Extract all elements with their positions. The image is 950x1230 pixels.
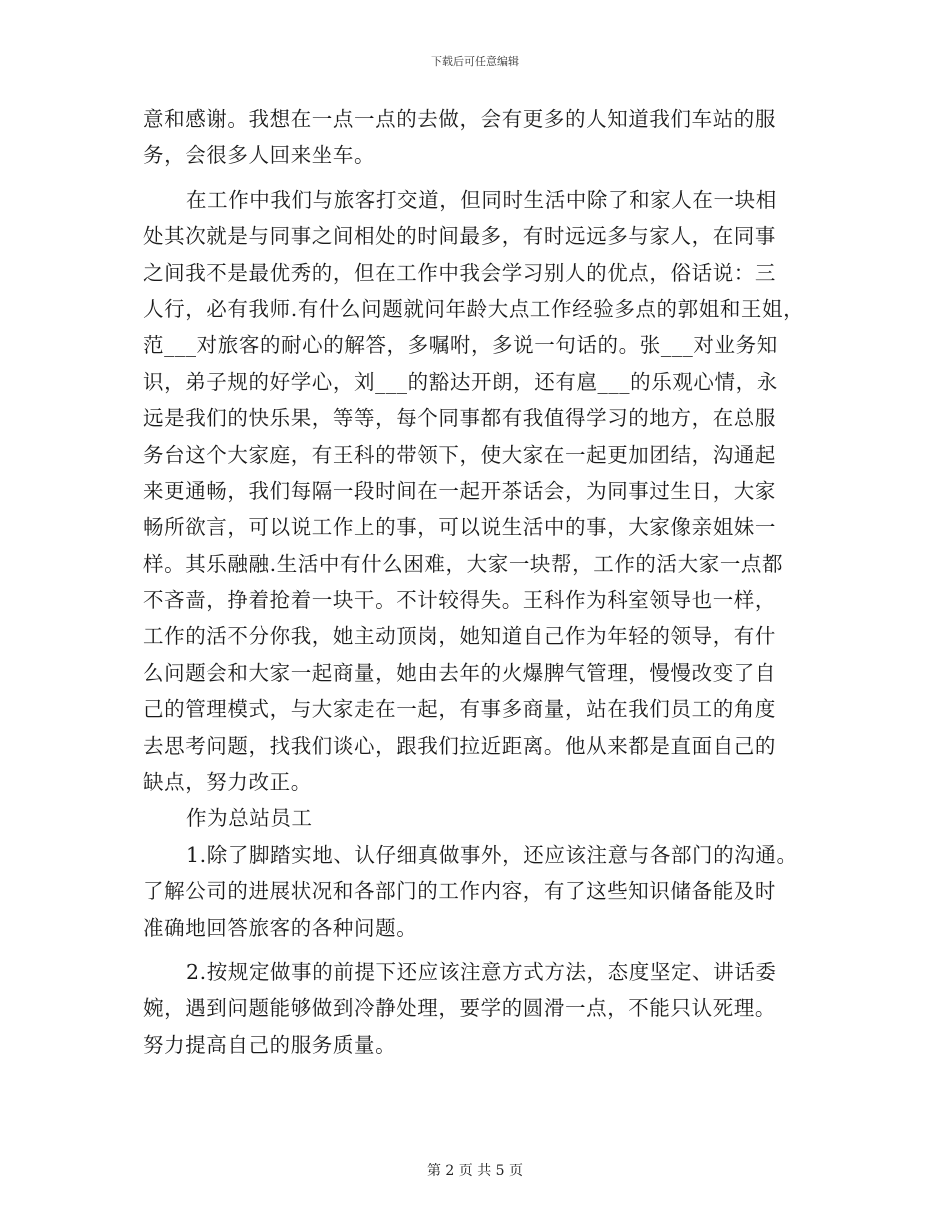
text-line: 畅所欲言，可以说工作上的事，可以说生活中的事，大家像亲姐妹一	[143, 515, 776, 540]
text-line: 么问题会和大家一起商量，她由去年的火爆脾气管理，慢慢改变了自	[143, 660, 776, 685]
page-number: 第 2 页 共 5 页	[426, 1163, 524, 1179]
text-line: 范___对旅客的耐心的解答，多嘱咐，多说一句话的。张___对业务知	[143, 333, 778, 358]
text-line: 人行，必有我师.有什么问题就问年龄大点工作经验多点的郭姐和王姐，	[143, 296, 805, 321]
text-line: 不吝啬，挣着抢着一块干。不计较得失。王科作为科室领导也一样，	[143, 588, 776, 613]
text-line: 了解公司的进展状况和各部门的工作内容，有了这些知识储备能及时	[143, 879, 776, 904]
text-line: 去思考问题，找我们谈心，跟我们拉近距离。他从来都是直面自己的	[143, 733, 776, 758]
text-line: 己的管理模式，与大家走在一起，有事多商量，站在我们员工的角度	[143, 697, 776, 722]
text-line: 婉，遇到问题能够做到冷静处理，要学的圆滑一点，不能只认死理。	[143, 996, 776, 1021]
list-item-2: 2.按规定做事的前提下还应该注意方式方法，态度坚定、讲话委	[186, 959, 777, 984]
text-line: 工作的活不分你我，她主动顶岗，她知道自己作为年轻的领导，有什	[143, 624, 776, 649]
text-line: 样。其乐融融.生活中有什么困难，大家一块帮，工作的活大家一点都	[143, 551, 784, 576]
text-line: 处其次就是与同事之间相处的时间最多，有时远远多与家人，在同事	[143, 224, 776, 249]
text-line: 准确地回答旅客的各种问题。	[143, 915, 418, 940]
text-line: 缺点，努力改正。	[143, 770, 312, 795]
section-heading: 作为总站员工	[186, 806, 313, 831]
list-item-1: 1.除了脚踏实地、认仔细真做事外，还应该注意与各部门的沟通。	[186, 842, 798, 867]
paragraph-start: 在工作中我们与旅客打交道，但同时生活中除了和家人在一块相	[186, 187, 777, 212]
text-line: 之间我不是最优秀的，但在工作中我会学习别人的优点，俗话说：三	[143, 260, 776, 285]
text-line: 务，会很多人回来坐车。	[143, 143, 376, 168]
text-line: 努力提高自己的服务质量。	[143, 1032, 397, 1057]
text-line: 识，弟子规的好学心，刘___的豁达开朗，还有扈___的乐观心情，永	[143, 369, 778, 394]
text-line: 来更通畅，我们每隔一段时间在一起开茶话会，为同事过生日，大家	[143, 478, 776, 503]
text-line: 远是我们的快乐果，等等，每个同事都有我值得学习的地方，在总服	[143, 406, 776, 431]
page-header: 下载后可任意编辑	[431, 55, 519, 68]
document-body	[143, 101, 823, 1063]
text-line: 务台这个大家庭，有王科的带领下，使大家在一起更加团结，沟通起	[143, 442, 776, 467]
text-line: 意和感谢。我想在一点一点的去做，会有更多的人知道我们车站的服	[143, 107, 776, 131]
